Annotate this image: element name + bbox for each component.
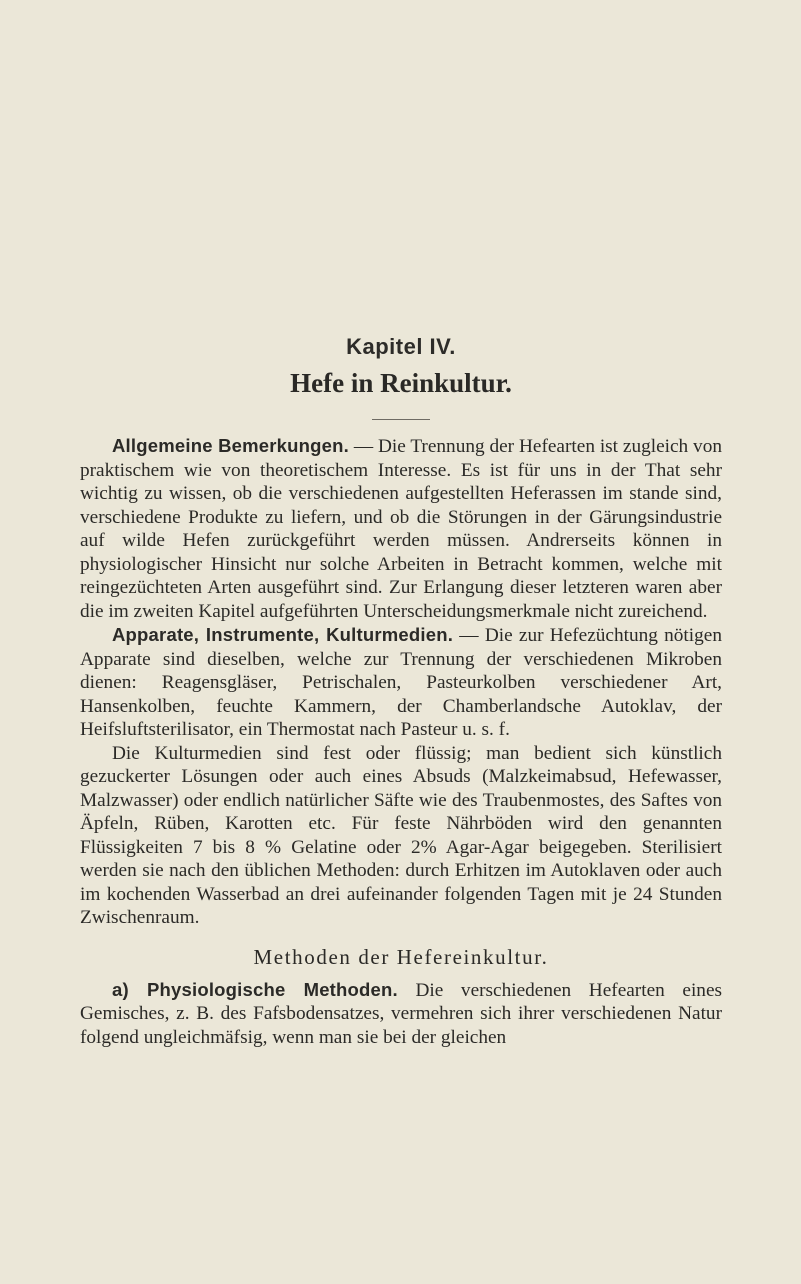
chapter-label: Kapitel IV. [346, 334, 456, 359]
paragraph-text: — Die Trennung der Hefearten ist zugleich von praktischem wie von theoretischem Interesse. Es ist für uns in der That sehr wichtig zu wissen, ob die verschiedenen aufgestellten Heferassen im stande sind, verschiedene Produkte zu liefern, und ob die Störungen in der Gärungsindustrie auf wilde Hefen zurückgeführt werden müssen. Andrerseits können in physiologischer Hinsicht nur solche Arbeiten in Betracht kommen, welche mit reingezüchteten Arten ausgeführt sind. Zur Erlangung dieser letzteren waren aber die im zweiten Kapitel aufgeführten Unterscheidungsmerkmale nicht zureichend. [80, 436, 722, 622]
paragraph-lead: Apparate, Instrumente, Kulturmedien. [112, 624, 454, 645]
paragraph-text: — Die zur Hefezüchtung nötigen Apparate sind dieselben, welche zur Trennung der verschiedenen Mikroben dienen: Reagensgläser, Petrischalen, Pasteurkolben verschiedener Art, Hansenkolben, feuchte Kammern, der Chamberlandsche Autoklav, der Heifsluftsterilisator, ein Thermostat nach Pasteur u. s. f. [80, 625, 722, 740]
paragraph-general-remarks [80, 434, 722, 623]
paragraph-text: Die Kulturmedien sind fest oder flüssig; man bedient sich künstlich gezuckerter Lösungen oder auch eines Absuds (Malzkeimabsud, Hefewasser, Malzwasser) oder endlich natürlicher Säfte wie des Traubenmostes, des Saftes von Äpfeln, Rüben, Karotten etc. Für feste Nährböden wird den genannten Flüssigkeiten 7 bis 8 % Gelatine oder 2% Agar-Agar beigegeben. Sterilisiert werden sie nach den üblichen Methoden: durch Erhitzen im Autoklaven oder auch im kochenden Wasserbad an drei aufeinander folgenden Tagen mit je 24 Stunden Zwischenraum. [80, 742, 722, 928]
chapter-title: Hefe in Reinkultur. [290, 368, 512, 398]
paragraph-culture-media [80, 742, 722, 930]
section-heading: Methoden der Hefereinkultur. [253, 944, 549, 969]
paragraph-lead: Allgemeine Bemerkungen. [112, 435, 349, 456]
paragraph-text: Die verschiedenen Hefearten eines Gemisches, z. B. des Fafsbodensatzes, vermehren sich ihrer verschiedenen Natur folgend ungleichmäfsig, wenn man sie bei der gleichen [80, 979, 723, 1048]
paragraph-physiological-methods [80, 978, 722, 1050]
paragraph-apparatus [80, 623, 722, 742]
title-divider [372, 419, 430, 420]
text-column [80, 333, 722, 1049]
paragraph-lead: a) Physiologische Methoden. [112, 978, 398, 1000]
